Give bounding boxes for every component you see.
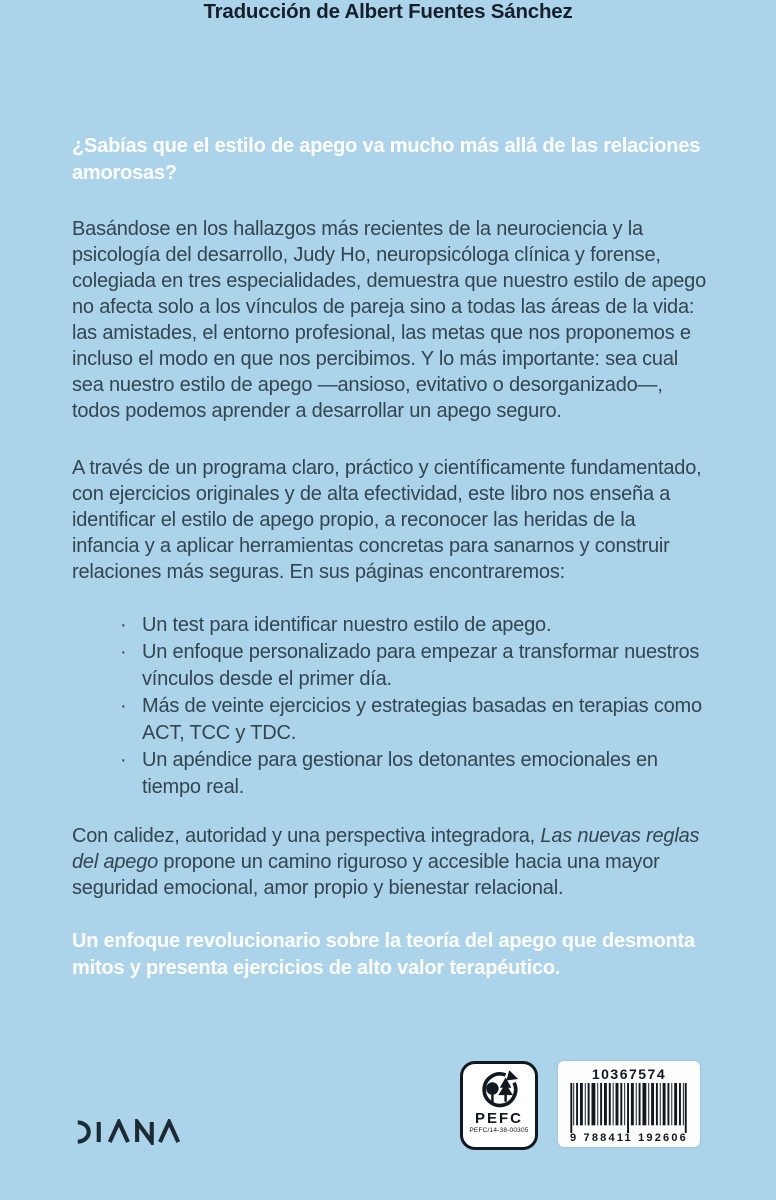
pefc-cert-number: PEFC/14-38-00305 [469, 1127, 529, 1134]
intro-question: ¿Sabías que el estilo de apego va mucho más allá de las relaciones amorosas? [72, 135, 701, 184]
list-item [72, 693, 706, 747]
pefc-label: PEFC [474, 1110, 523, 1127]
list-item-text: Un apéndice para gestionar los detonantes emocionales en tiempo real. [142, 749, 658, 798]
barcode-isbn-digits: 9 788411 192606 [569, 1132, 689, 1144]
book-title-italic: Las nuevas reglas del apego [72, 825, 700, 873]
features-list [72, 612, 706, 801]
paragraph-3-lead: Con calidez, autoridad y una perspectiva integradora, [72, 825, 541, 847]
synopsis-paragraph-1: Basándose en los hallazgos más recientes de la neurociencia y la psicología del desarrollo, Judy Ho, neuropsicóloga clínica y forense, colegiada en tres especialidades, demuestra que nuestro estilo de apego no afecta solo a los vínculos de pareja sino a todas las áreas de la vida: las amistades, el entorno profesional, las metas que nos proponemos e incluso el modo en que nos percibimos. Y lo más importante: sea cual sea nuestro estilo de apego —ansioso, evitativo o desorganizado—, todos podemos aprender a desarrollar un apego seguro. [72, 218, 707, 422]
translator-credit: Traducción de Albert Fuentes Sánchez [203, 0, 573, 23]
list-item [72, 747, 706, 801]
synopsis-paragraph-2: A través de un programa claro, práctico y científicamente fundamentado, con ejercicios originales y de alta efectividad, este libro nos enseña a identificar el estilo de apego propio, a reconocer las heridas de la infancia y a aplicar herramientas concretas para sanarnos y construir relaciones más seguras. En sus páginas encontraremos: [72, 457, 702, 583]
barcode-top-number: 10367574 [591, 1066, 667, 1082]
list-item [72, 612, 706, 639]
barcode-bars-icon [568, 1083, 690, 1133]
bullet-icon: · [120, 749, 127, 771]
barcode-label [558, 1061, 700, 1147]
bullet-icon: · [120, 641, 127, 663]
list-item-text: Más de veinte ejercicios y estrategias basadas en terapias como ACT, TCC y TDC. [142, 695, 702, 744]
list-item [72, 639, 706, 693]
paragraph-3-tail: propone un camino riguroso y accesible hacia una mayor seguridad emocional, amor propio y bienestar relacional. [72, 851, 660, 899]
bullet-icon: · [120, 614, 127, 636]
bullet-icon: · [120, 695, 127, 717]
highlight-paragraph: Un enfoque revolucionario sobre la teoría del apego que desmonta mitos y presenta ejercicios de alto valor terapéutico. [72, 930, 695, 979]
diana-logo-icon [75, 1119, 181, 1145]
pefc-tree-circle-icon [477, 1069, 521, 1111]
list-item-text: Un enfoque personalizado para empezar a transformar nuestros vínculos desde el primer día. [142, 641, 700, 690]
pefc-badge [460, 1061, 538, 1150]
diana-logo [75, 1119, 181, 1150]
synopsis-paragraph-3 [72, 823, 706, 901]
list-item-text: Un test para identificar nuestro estilo de apego. [142, 614, 552, 636]
